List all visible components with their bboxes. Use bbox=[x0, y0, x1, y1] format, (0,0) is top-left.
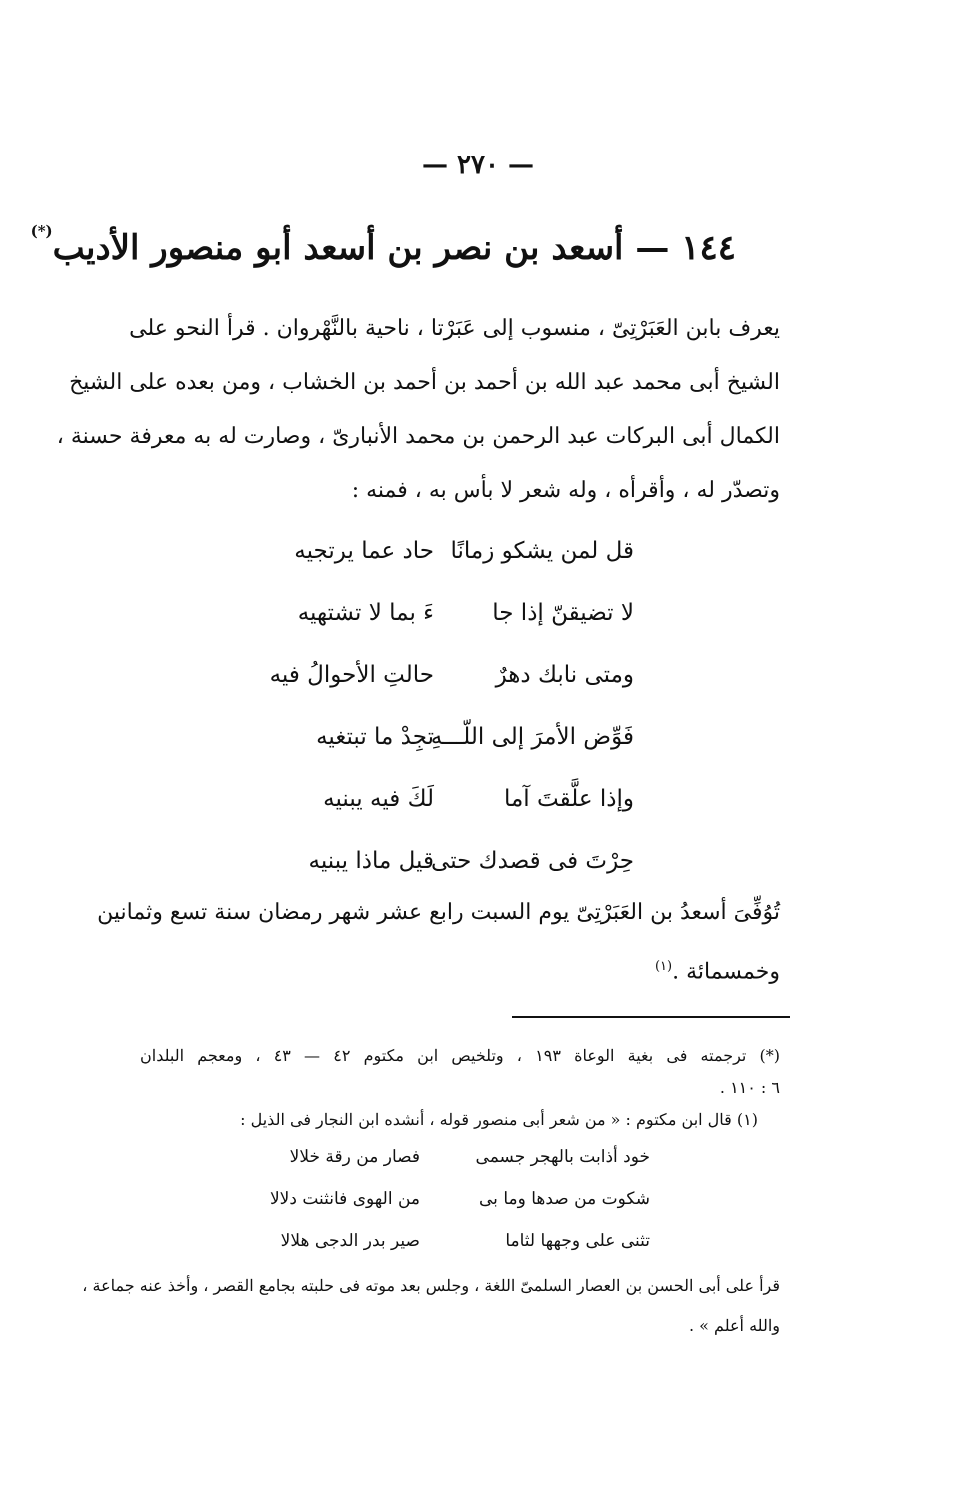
biography-paragraph bbox=[56, 302, 780, 518]
verse-first-hemistich: حِرْتَ فى قصدك حتى bbox=[431, 848, 634, 874]
verse-second-hemistich: لَكَ فيه يبنيه bbox=[323, 786, 434, 812]
footnote-1-intro: (١) قال ابن مكتوم : « من شعر أبى منصور قوله ، أنشده ابن النجار فى الذيل : bbox=[240, 1110, 758, 1129]
footnote-tail-line: والله أعلم » . bbox=[689, 1316, 780, 1335]
verse-second-hemistich: تجِدْ ما تبتغيه bbox=[316, 724, 434, 750]
entry-dash: — bbox=[635, 228, 670, 268]
verse-second-hemistich: صير بدر الدجى هلالا bbox=[280, 1231, 420, 1251]
verse-first-hemistich: شكوت من صدها وما بى bbox=[479, 1189, 650, 1209]
footnote-1-tail bbox=[82, 1266, 780, 1346]
footnote-poem-verse bbox=[250, 1178, 650, 1220]
paragraph-text: وخمسمائة . bbox=[672, 959, 780, 985]
entry-number: ١٤٤ bbox=[681, 228, 736, 268]
footnote-tail-line: قرأ على أبى الحسن بن العصار السلمىّ اللغة ، وجلس بعد موته فى حلبته بجامع القصر ، وأخذ عنه جماعة ، bbox=[82, 1276, 780, 1295]
poem-verse bbox=[264, 830, 634, 892]
verse-second-hemistich: حاد عما يرتجيه bbox=[294, 538, 434, 564]
verse-first-hemistich: وإذا علَّقتَ آما bbox=[503, 786, 634, 812]
footnote-reference: (١) bbox=[654, 959, 673, 974]
poem-verse bbox=[264, 706, 634, 768]
verse-first-hemistich: قل لمن يشكو زمانًا bbox=[450, 538, 634, 564]
verse-second-hemistich: من الهوى فانثنت دلالا bbox=[269, 1189, 420, 1209]
verse-first-hemistich: خود أذابت بالهجر جسمى bbox=[475, 1147, 650, 1167]
paragraph-line: الشيخ أبى محمد عبد الله بن أحمد بن أحمد بن الخشاب ، ومن بعده على الشيخ bbox=[69, 370, 780, 395]
footnote-poem bbox=[250, 1136, 650, 1262]
poem-verse bbox=[264, 768, 634, 830]
verse-second-hemistich: ءَ بما لا تشتهيه bbox=[297, 600, 434, 626]
entry-title bbox=[30, 222, 736, 268]
paragraph-line: تُوُفِّىَ أسعدُ بن العَبَرْتِىّ يوم السبت رابع عشر شهر رمضان سنة تسع وثمانين bbox=[97, 900, 780, 925]
entry-footnote-marker: (*) bbox=[30, 222, 53, 240]
paragraph-line bbox=[140, 940, 780, 999]
entry-name: أسعد بن نصر بن أسعد أبو منصور الأديب bbox=[52, 228, 624, 268]
verse-second-hemistich: فصار من رقة خلالا bbox=[289, 1147, 420, 1167]
verse-second-hemistich: حالتِ الأحوالُ فيه bbox=[269, 662, 434, 688]
paragraph-line: الكمال أبى البركات عبد الرحمن بن محمد الأنبارىّ ، وصارت له به معرفة حسنة ، bbox=[56, 424, 780, 449]
footnote-star-line: ٦ : ١١٠ . bbox=[719, 1078, 780, 1097]
poem bbox=[264, 520, 634, 892]
verse-first-hemistich: لا تضيقنّ إذا جا bbox=[492, 600, 634, 626]
poem-verse bbox=[264, 644, 634, 706]
verse-first-hemistich: فَوِّض الأمرَ إلى اللّـــهِ bbox=[430, 724, 634, 750]
verse-second-hemistich: قيل ماذا يبنيه bbox=[308, 848, 434, 874]
footnote-separator bbox=[512, 1016, 790, 1018]
paragraph-line: يعرف بابن العَبَرْتِىّ ، منسوب إلى عَبَرْتا ، ناحية بالنَّهْروان . قرأ النحو على bbox=[129, 316, 780, 341]
footnote-poem-verse bbox=[250, 1136, 650, 1178]
paragraph-line: وتصدّر له ، وأقرأه ، وله شعر لا بأس به ، فمنه : bbox=[351, 478, 780, 503]
verse-first-hemistich: تثنى على وجهها لثاما bbox=[505, 1231, 650, 1251]
poem-verse bbox=[264, 520, 634, 582]
death-paragraph bbox=[97, 886, 780, 999]
footnote-poem-verse bbox=[250, 1220, 650, 1262]
footnote-star-line: (*) ترجمته فى بغية الوعاة ١٩٣ ، وتلخيص ابن مكتوم ٤٢ — ٤٣ ، ومعجم البلدان bbox=[140, 1046, 781, 1065]
poem-verse bbox=[264, 582, 634, 644]
page-number: — ٢٧٠ — bbox=[421, 150, 535, 180]
verse-first-hemistich: ومتى نابك دهرٌ bbox=[495, 662, 634, 688]
footnotes bbox=[82, 1040, 781, 1346]
